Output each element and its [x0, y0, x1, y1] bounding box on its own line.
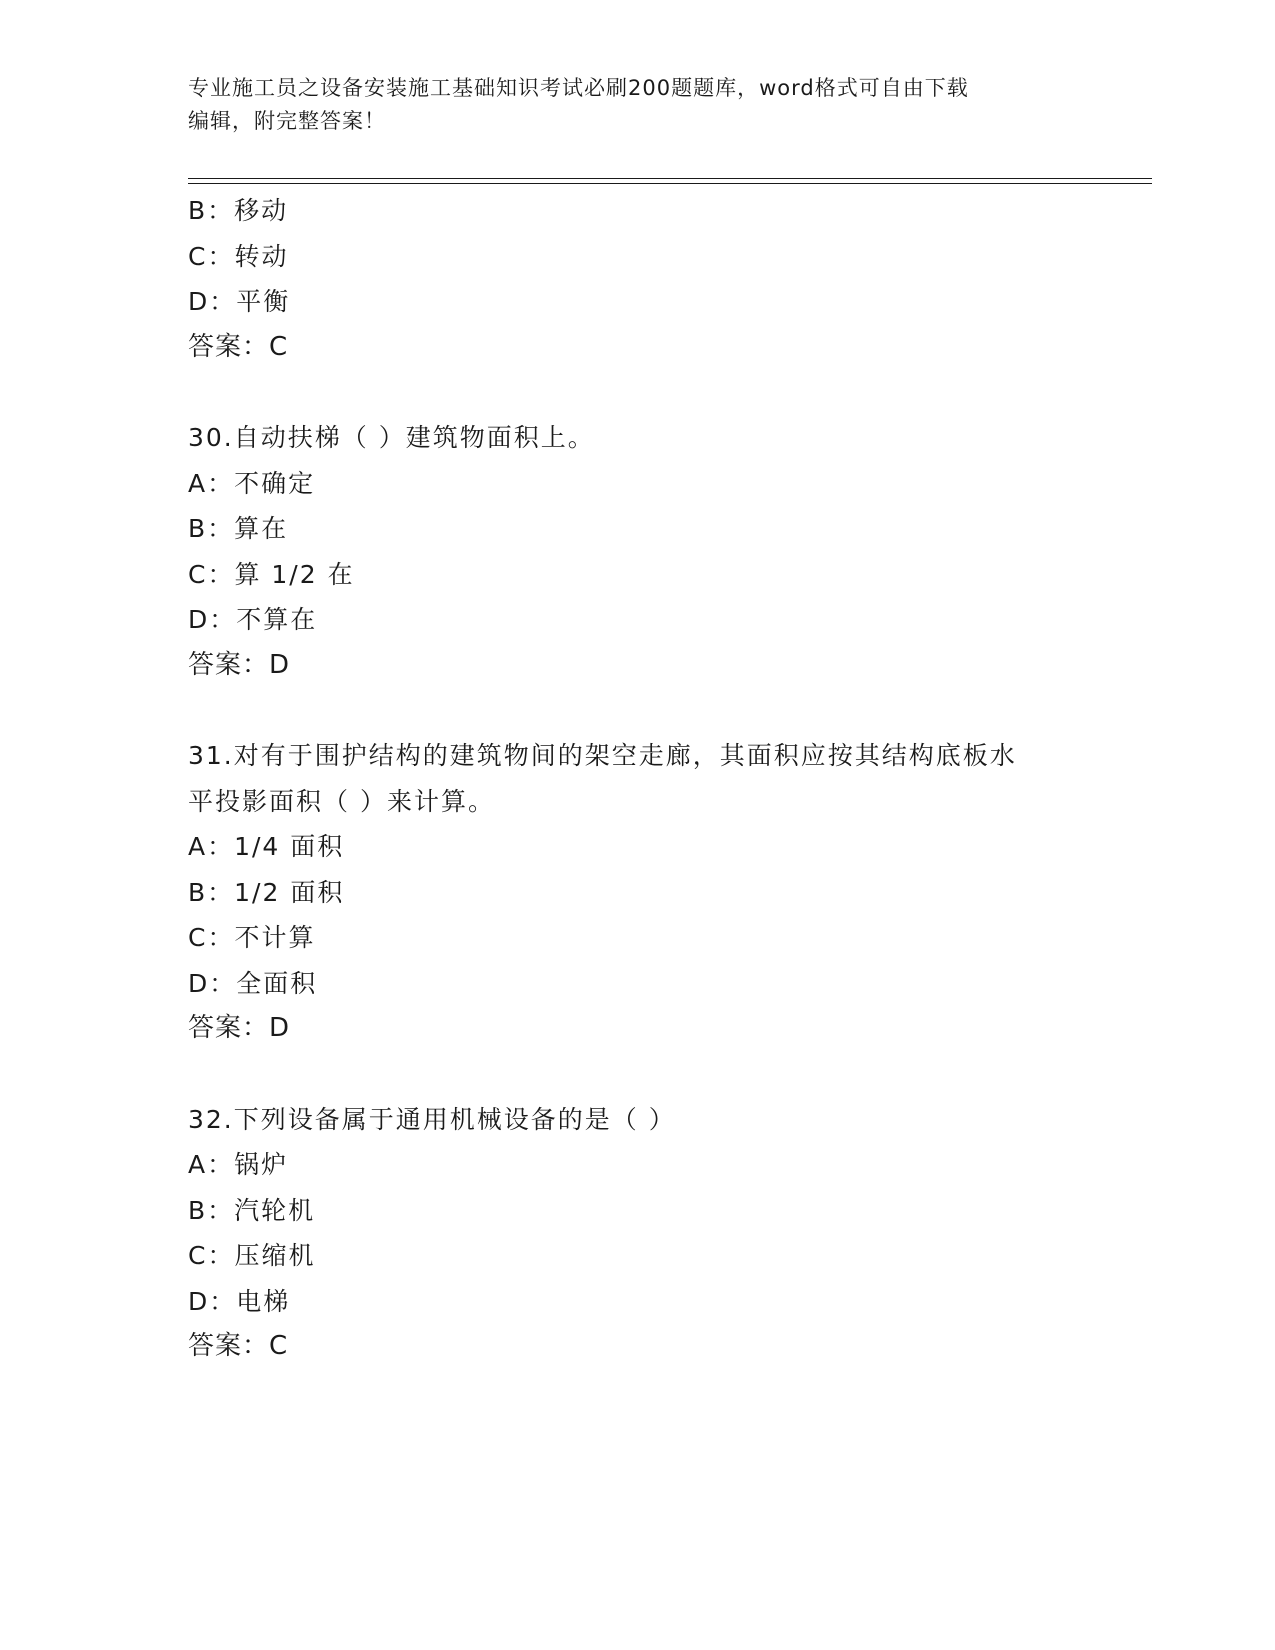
option-c: C：转动 — [188, 241, 289, 271]
option-a: A：不确定 — [188, 468, 316, 498]
option-c: C：算 1/2 在 — [188, 559, 355, 589]
question-31 — [188, 733, 1088, 1052]
header-title-line-1: 专业施工员之设备安装施工基础知识考试必刷200题题库，word格式可自由下载 — [188, 76, 969, 100]
question-stem-line-2: 平投影面积（ ）来计算。 — [188, 786, 495, 816]
option-a: A：锅炉 — [188, 1150, 289, 1179]
option-d: D：全面积 — [188, 968, 318, 998]
spacer — [188, 688, 1088, 733]
question-29-tail — [188, 188, 1088, 370]
option-d: D：不算在 — [188, 605, 318, 634]
option-b: B：移动 — [188, 196, 289, 225]
option-a: A：1/4 面积 — [188, 832, 345, 861]
question-stem-line-1: 31.对有于围护结构的建筑物间的架空走廊，其面积应按其结构底板水 — [188, 741, 1017, 770]
header-divider-top — [188, 178, 1152, 179]
page-header — [188, 72, 1068, 138]
answer-line: 答案：C — [188, 331, 289, 362]
answer-line: 答案：C — [188, 1331, 289, 1361]
question-stem: 30.自动扶梯（ ）建筑物面积上。 — [188, 423, 595, 452]
answer-line: 答案：D — [188, 649, 291, 680]
header-divider-bottom — [188, 183, 1152, 184]
question-stem: 32.下列设备属于通用机械设备的是（ ） — [188, 1104, 676, 1134]
option-c: C：不计算 — [188, 923, 316, 952]
option-b: B：1/2 面积 — [188, 877, 345, 907]
question-32 — [188, 1097, 1088, 1370]
spacer — [188, 370, 1088, 415]
header-title-line-2: 编辑，附完整答案！ — [188, 109, 386, 133]
option-b: B：算在 — [188, 514, 289, 543]
spacer — [188, 1052, 1088, 1097]
question-30 — [188, 415, 1088, 688]
option-d: D：平衡 — [188, 287, 291, 316]
option-c: C：压缩机 — [188, 1241, 316, 1270]
option-d: D：电梯 — [188, 1286, 291, 1316]
option-b: B：汽轮机 — [188, 1195, 316, 1225]
answer-line: 答案：D — [188, 1013, 291, 1043]
question-list — [188, 188, 1088, 1370]
